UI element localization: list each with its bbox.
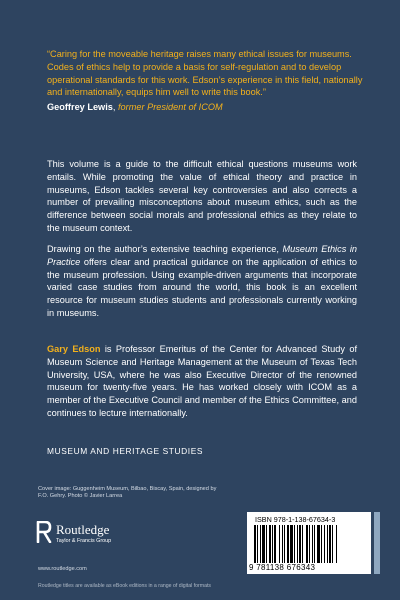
barcode-bar [332,525,333,563]
attribution-separator: , [112,102,118,113]
publisher-logo [36,520,166,554]
barcode-bar [260,525,261,563]
barcode-bar [327,525,328,563]
barcode-bar [309,525,310,563]
barcode-bar [321,525,322,563]
teaching-paragraph [47,243,357,320]
publisher-subtitle: Taylor & Francis Group [56,538,112,544]
isbn-label: ISBN 978-1-138-67634-3 [255,515,336,524]
barcode-bar [317,525,320,563]
paragraph2-before: Drawing on the author’s extensive teaching experience, [47,244,283,254]
barcode-bar [299,525,301,563]
series-label: MUSEUM AND HERITAGE STUDIES [47,446,204,456]
barcode-bar [269,525,271,563]
isbn-barcode [247,512,371,574]
publisher-website: www.routledge.com [38,566,87,572]
cover-image-credit: Cover image: Guggenheim Museum, Bilbao, Biscay, Spain, designed by F.O. Gehry. Photo © Javier Larrea [38,486,217,500]
author-bio-text: is Professor Emeritus of the Center for Advanced Study of Museum Science and Heritage Management at the Museum of Texas Tech University, USA, where he was also Executive Director of the renowned museum for twenty-five years. He has worked closely with ICOM as a member of the Executive Council and member of the Ethics Committee, and continues to lecture internationally. [47,344,357,418]
barcode-bar [274,525,276,563]
attribution-name: Geoffrey Lewis [47,102,113,113]
barcode-bar [314,525,315,563]
barcode-bar [336,525,337,563]
publisher-name: Routledge [56,522,110,537]
barcode-bar [324,525,325,563]
barcode-bar [294,525,295,563]
barcode-bar [254,525,256,563]
barcode-bar [302,525,303,563]
barcode-digits: 9 781138 676343 [249,563,316,572]
barcode-bar [262,525,265,563]
paragraph2-after: offers clear and practical guidance on the application of ethics to the museum profession. Using example-driven arguments that incorporate varied case studies from around the world, this book is an excellent resource for museum studies students and professionals currently working in museums. [47,256,357,318]
quote-text: “Caring for the moveable heritage raises many ethical issues for museums. Codes of ethics help to provide a basis for self-regulation and to develop operational standards for this work. Edson’s experience in this field, nationally and internationally, equips him well to write this book.” [47,49,363,98]
barcode-bar [266,525,267,563]
barcode-bar [282,525,283,563]
barcode-bar [284,525,285,563]
endorsement-quote [47,48,363,114]
barcode-bar [279,525,280,563]
quote-attribution [47,101,363,114]
barcode-bar [290,525,293,563]
book-title: Museum Ethics in Practice [47,244,357,267]
barcode-bar [272,525,273,563]
description-paragraph: This volume is a guide to the difficult ethical questions museums work entails. While promoting the value of ethical theory and practice in museums, Edson tackles several key controversies and also corrects a number of prevailing misconceptions about museum ethics, such as the difference between social morals and professional ethics as they relate to the museum context. [47,159,357,233]
barcode-bar [312,525,313,563]
barcode-bar [257,525,258,563]
barcode-bars [253,525,365,563]
author-name: Gary Edson [47,344,101,354]
barcode-bar [329,525,331,563]
ebook-note: Routledge titles are available as eBook editions in a range of digital formats [38,583,212,589]
attribution-role: former President of ICOM [117,102,223,113]
barcode-bar [306,525,308,563]
routledge-r-icon [36,521,52,543]
barcode-bar [297,525,298,563]
author-bio [47,343,357,420]
barcode-side-strip [374,512,380,574]
barcode-bar [287,525,289,563]
